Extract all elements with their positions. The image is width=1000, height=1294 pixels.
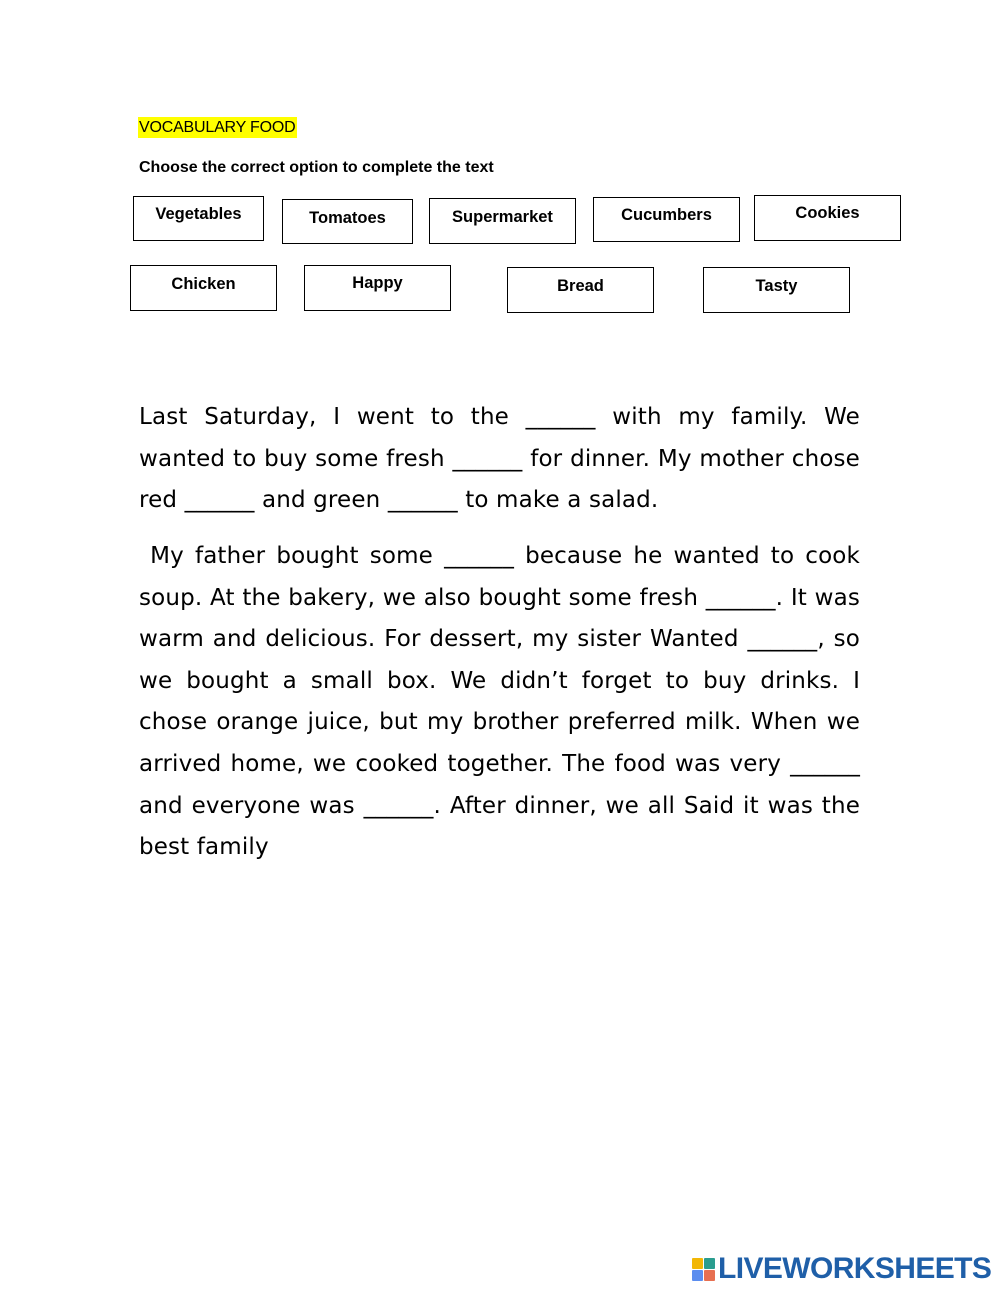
- worksheet-title: VOCABULARY FOOD: [139, 119, 296, 136]
- text-segment: and everyone was: [139, 792, 364, 819]
- text-segment: Last Saturday, I went to the: [139, 404, 526, 430]
- answer-blank-cucumbers[interactable]: ______: [387, 487, 458, 514]
- word-option-bread[interactable]: [507, 267, 654, 313]
- text-segment: because he wanted to cook soup. At the bakery, we also bought some fresh: [139, 543, 860, 611]
- text-segment: My father bought some: [139, 543, 445, 569]
- text-segment: and green: [254, 487, 388, 514]
- text-segment: . After dinner, we all Said it was the best family: [139, 792, 861, 861]
- answer-blank-cookies[interactable]: ______: [747, 626, 818, 653]
- text-segment: with my family. We wanted to buy some fresh: [139, 404, 860, 472]
- word-option-label: Cookies: [795, 204, 860, 222]
- word-option-cookies[interactable]: [754, 195, 901, 241]
- logo-block: [704, 1258, 715, 1269]
- answer-blank-tasty[interactable]: ______: [790, 750, 860, 777]
- logo-block: [704, 1270, 715, 1281]
- logo-block: [692, 1258, 703, 1269]
- answer-blank-tomatoes[interactable]: ______: [184, 487, 255, 514]
- logo-text: LIVEWORKSHEETS: [718, 1252, 992, 1285]
- word-option-label: Happy: [352, 274, 403, 292]
- text-segment: to make a salad.: [457, 487, 659, 514]
- word-option-label: Chicken: [171, 275, 236, 293]
- answer-blank-bread[interactable]: ______: [705, 584, 776, 611]
- word-option-tasty[interactable]: [703, 267, 850, 313]
- answer-blank-vegetables[interactable]: ______: [452, 445, 523, 472]
- story-paragraph-1: [139, 397, 860, 522]
- text-segment: . It was warm and delicious. For dessert, my sister Wanted: [139, 584, 860, 653]
- word-option-happy[interactable]: [304, 265, 451, 311]
- word-option-vegetables[interactable]: [133, 196, 264, 241]
- logo-block: [692, 1270, 703, 1281]
- word-option-chicken[interactable]: [130, 265, 277, 311]
- answer-blank-happy[interactable]: ______: [363, 792, 434, 819]
- instruction-text: Choose the correct option to complete the text: [139, 159, 494, 176]
- liveworksheets-logo: [692, 1251, 991, 1287]
- word-option-label: Supermarket: [452, 208, 553, 226]
- word-option-label: Bread: [557, 277, 604, 295]
- word-option-cucumbers[interactable]: [593, 197, 740, 242]
- word-option-label: Tomatoes: [309, 209, 386, 227]
- word-option-label: Cucumbers: [621, 206, 712, 224]
- word-option-supermarket[interactable]: [429, 198, 576, 244]
- word-option-label: Vegetables: [155, 205, 242, 223]
- answer-blank-chicken[interactable]: ______: [444, 543, 514, 569]
- text-segment: , so we bought a small box. We didn’t forget to buy drinks. I chose orange juice, but my brother preferred milk. When we arrived home, we cooked together. The food was very: [139, 626, 860, 777]
- answer-blank-supermarket[interactable]: ______: [525, 404, 596, 430]
- text-segment: for dinner. My mother chose red: [139, 445, 860, 514]
- word-option-label: Tasty: [755, 277, 798, 295]
- logo-blocks-icon: [692, 1258, 715, 1281]
- word-option-tomatoes[interactable]: [282, 199, 413, 244]
- story-paragraph-2: [139, 536, 860, 869]
